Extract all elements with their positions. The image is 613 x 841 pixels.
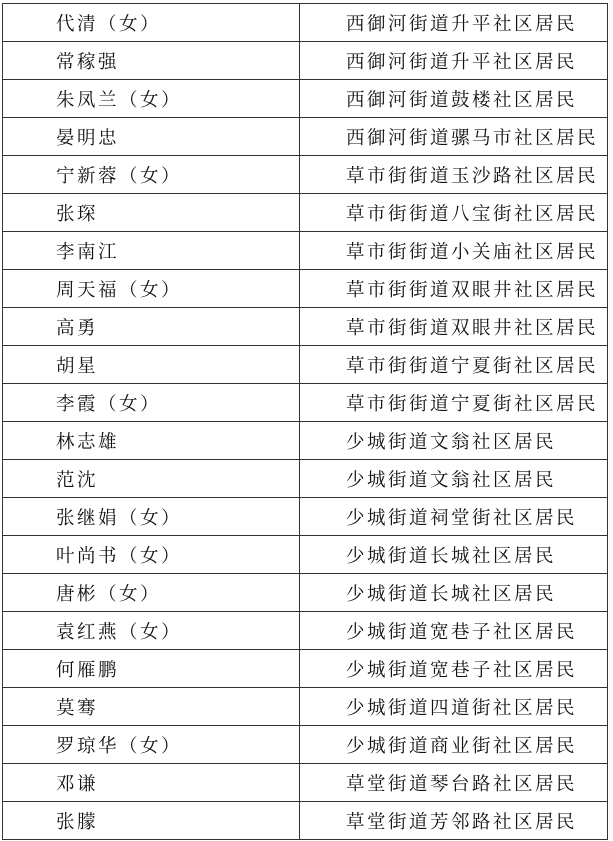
table-row	[3, 384, 608, 422]
resident-name: 莫骞	[3, 688, 300, 726]
resident-name: 张琛	[3, 194, 300, 232]
resident-name: 罗琼华（女）	[3, 726, 300, 764]
resident-community: 草市街街道八宝街社区居民	[300, 194, 608, 232]
resident-community: 西御河街道鼓楼社区居民	[300, 80, 608, 118]
resident-community: 少城街道长城社区居民	[300, 574, 608, 612]
resident-name: 张继娟（女）	[3, 498, 300, 536]
table-row	[3, 764, 608, 802]
resident-name: 朱凤兰（女）	[3, 80, 300, 118]
resident-name: 何雁鹏	[3, 650, 300, 688]
resident-community: 少城街道长城社区居民	[300, 536, 608, 574]
table-row	[3, 156, 608, 194]
resident-community: 西御河街道骡马市社区居民	[300, 118, 608, 156]
resident-name: 李南江	[3, 232, 300, 270]
table-row	[3, 270, 608, 308]
residents-table	[2, 3, 608, 840]
table-row	[3, 308, 608, 346]
table-row	[3, 4, 608, 42]
resident-name: 范沈	[3, 460, 300, 498]
table-row	[3, 536, 608, 574]
resident-name: 胡星	[3, 346, 300, 384]
resident-name: 宁新蓉（女）	[3, 156, 300, 194]
resident-community: 少城街道商业街社区居民	[300, 726, 608, 764]
resident-name: 邓谦	[3, 764, 300, 802]
table-row	[3, 650, 608, 688]
table-row	[3, 42, 608, 80]
table-row	[3, 80, 608, 118]
resident-community: 少城街道四道街社区居民	[300, 688, 608, 726]
table-row	[3, 802, 608, 840]
resident-community: 少城街道祠堂街社区居民	[300, 498, 608, 536]
resident-community: 草市街街道双眼井社区居民	[300, 308, 608, 346]
resident-community: 草市街街道玉沙路社区居民	[300, 156, 608, 194]
table-row	[3, 118, 608, 156]
table-row	[3, 232, 608, 270]
resident-name: 李霞（女）	[3, 384, 300, 422]
resident-community: 少城街道宽巷子社区居民	[300, 650, 608, 688]
resident-name: 高勇	[3, 308, 300, 346]
resident-name: 周天福（女）	[3, 270, 300, 308]
table-row	[3, 612, 608, 650]
table-row	[3, 688, 608, 726]
table-row	[3, 422, 608, 460]
resident-name: 张朦	[3, 802, 300, 840]
resident-community: 少城街道宽巷子社区居民	[300, 612, 608, 650]
resident-community: 草堂街道琴台路社区居民	[300, 764, 608, 802]
resident-community: 草市街街道宁夏街社区居民	[300, 384, 608, 422]
resident-name: 代清（女）	[3, 4, 300, 42]
table-row	[3, 574, 608, 612]
resident-name: 林志雄	[3, 422, 300, 460]
table-row	[3, 726, 608, 764]
table-row	[3, 194, 608, 232]
table-row	[3, 498, 608, 536]
table-row	[3, 460, 608, 498]
resident-community: 西御河街道升平社区居民	[300, 42, 608, 80]
resident-community: 草市街街道双眼井社区居民	[300, 270, 608, 308]
resident-name: 唐彬（女）	[3, 574, 300, 612]
residents-table-body	[3, 4, 608, 840]
table-row	[3, 346, 608, 384]
resident-community: 草堂街道芳邻路社区居民	[300, 802, 608, 840]
resident-name: 袁红燕（女）	[3, 612, 300, 650]
resident-name: 叶尚书（女）	[3, 536, 300, 574]
resident-community: 西御河街道升平社区居民	[300, 4, 608, 42]
resident-community: 草市街街道宁夏街社区居民	[300, 346, 608, 384]
resident-community: 少城街道文翁社区居民	[300, 460, 608, 498]
resident-community: 少城街道文翁社区居民	[300, 422, 608, 460]
resident-community: 草市街街道小关庙社区居民	[300, 232, 608, 270]
resident-name: 晏明忠	[3, 118, 300, 156]
resident-name: 常稼强	[3, 42, 300, 80]
